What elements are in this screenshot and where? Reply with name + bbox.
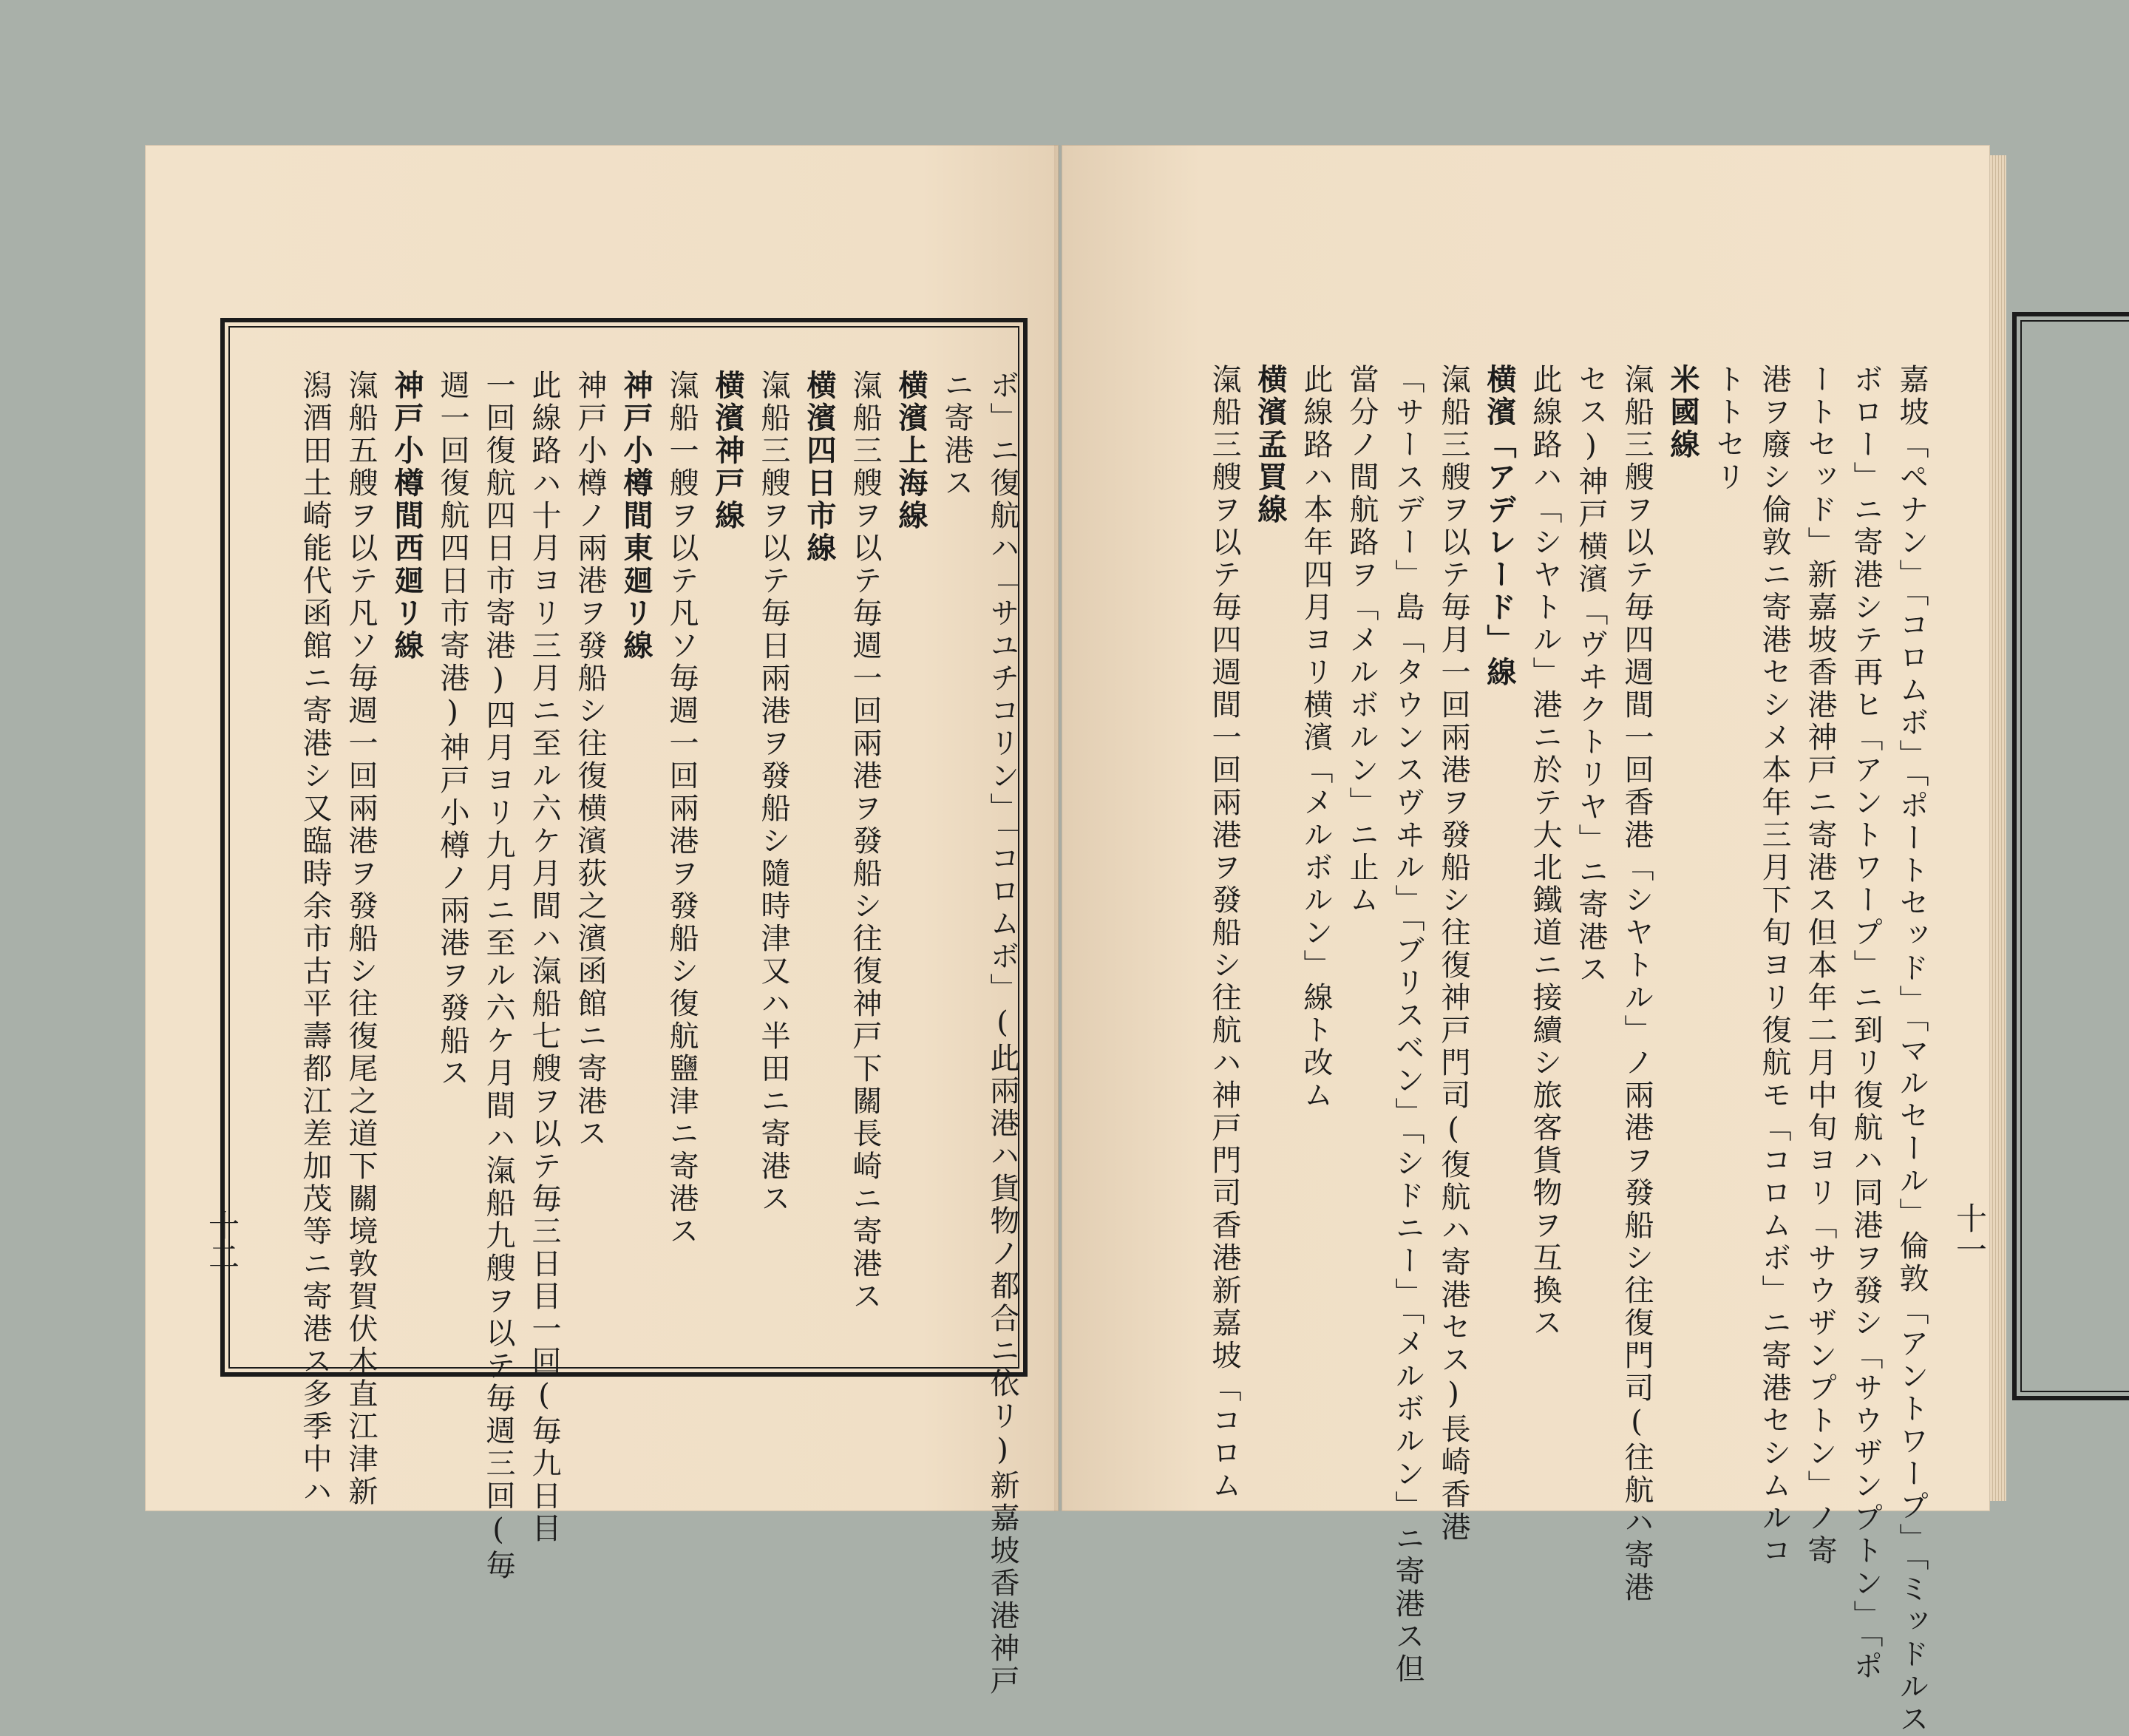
left-page-column: 横濱四日市線 bbox=[802, 370, 837, 565]
right-page-column: セス)神戸横濱「ヴヰクトリヤ」ニ寄港ス bbox=[1574, 364, 1608, 986]
left-page-column: 滊船一艘ヲ以テ凡ソ毎週一回兩港ヲ發船シ復航鹽津ニ寄港ス bbox=[665, 370, 699, 1248]
left-page-column: 滊船三艘ヲ以テ毎週一回兩港ヲ發船シ往復神戸下關長崎ニ寄港ス bbox=[848, 370, 882, 1313]
right-text-frame bbox=[2012, 312, 2129, 1400]
right-page-column: 港ヲ廢シ倫敦ニ寄港セシメ本年三月下旬ヨリ復航モ「コロムボ」ニ寄港セシムルコ bbox=[1757, 364, 1791, 1567]
right-page-column: 横濱「アデレード」線 bbox=[1482, 364, 1517, 689]
left-page-column: 週一回復航四日市寄港)神戸小樽ノ兩港ヲ發船ス bbox=[435, 370, 469, 1090]
right-page-column: 滊船三艘ヲ以テ毎四週間一回香港「シヤトル」ノ兩港ヲ發船シ往復門司(往航ハ寄港 bbox=[1620, 364, 1654, 1604]
right-page-column: 嘉坡「ペナン」「コロムボ」「ポートセッド」「マルセール」倫敦「アントワープ」「ミッドルス bbox=[1895, 364, 1929, 1736]
left-page-column: 神戸小樽ノ兩港ヲ發船シ往復横濱荻之濱函館ニ寄港ス bbox=[573, 370, 607, 1150]
left-page-column: 一回復航四日市寄港)四月ヨリ九月ニ至ル六ケ月間ハ滊船九艘ヲ以テ毎週三回(毎 bbox=[481, 370, 515, 1582]
right-page-column: 「サースデー」島「タウンスヴヰル」「ブリスベン」「シドニー」「メルボルン」ニ寄港ス但 bbox=[1391, 364, 1425, 1686]
right-page-column: ボロー」ニ寄港シテ再ヒ「アントワープ」ニ到リ復航ハ同港ヲ發シ「サウザンプトン」「ポ bbox=[1849, 364, 1883, 1683]
right-page-column: 當分ノ間航路ヲ「メルボルン」ニ止ム bbox=[1345, 364, 1379, 917]
left-page-column: 横濱神戸線 bbox=[710, 370, 745, 532]
open-book-spread bbox=[145, 145, 1990, 1736]
left-page-column: 潟酒田土崎能代函館ニ寄港シ又臨時余市古平壽都江差加茂等ニ寄港ス多季中ハ bbox=[298, 370, 332, 1508]
left-page-number: 十二 bbox=[204, 1210, 240, 1272]
left-page-column: 此線路ハ十月ヨリ三月ニ至ル六ケ月間ハ滊船七艘ヲ以テ毎三日目一回(毎九日目 bbox=[527, 370, 561, 1545]
right-page-column: ートセッド」新嘉坡香港神戸ニ寄港ス但本年二月中旬ヨリ「サウザンプトン」ノ寄 bbox=[1803, 364, 1837, 1567]
left-page-column: ニ寄港ス bbox=[940, 370, 974, 500]
right-page-column: 滊船三艘ヲ以テ毎月一回兩港ヲ發船シ往復神戸門司(復航ハ寄港セス)長崎香港 bbox=[1436, 364, 1470, 1544]
right-page-column: 滊船三艘ヲ以テ毎四週間一回兩港ヲ發船シ往航ハ神戸門司香港新嘉坡「コロム bbox=[1207, 364, 1241, 1502]
right-inner-rule bbox=[2020, 320, 2129, 1392]
right-page-column: 此線路ハ「シヤトル」港ニ於テ大北鐵道ニ接續シ旅客貨物ヲ互換ス bbox=[1528, 364, 1562, 1340]
right-page-column: トトセリ bbox=[1711, 364, 1745, 494]
page-edges bbox=[1990, 155, 2006, 1501]
right-page-number: 十一 bbox=[1952, 1202, 1988, 1264]
right-page-column: 米國線 bbox=[1665, 364, 1700, 461]
right-page-column: 横濱孟買線 bbox=[1253, 364, 1288, 526]
left-page-column: ボ」ニ復航ハ「サユチコリン」「コロムボ」(此兩港ハ貨物ノ都合ニ依リ)新嘉坡香港神戸 bbox=[985, 370, 1019, 1698]
left-page-column: 滊船五艘ヲ以テ凡ソ毎週一回兩港ヲ發船シ往復尾之道下關境敦賀伏木直江津新 bbox=[344, 370, 378, 1508]
left-page-column: 滊船三艘ヲ以テ毎日兩港ヲ發船シ隨時津又ハ半田ニ寄港ス bbox=[756, 370, 790, 1215]
left-page-column: 横濱上海線 bbox=[894, 370, 928, 532]
right-page-column: 此線路ハ本年四月ヨリ横濱「メルボルン」線ト改ム bbox=[1299, 364, 1333, 1112]
left-page-column: 神戸小樽間西廻リ線 bbox=[390, 370, 424, 662]
left-page-column: 神戸小樽間東廻リ線 bbox=[619, 370, 653, 662]
